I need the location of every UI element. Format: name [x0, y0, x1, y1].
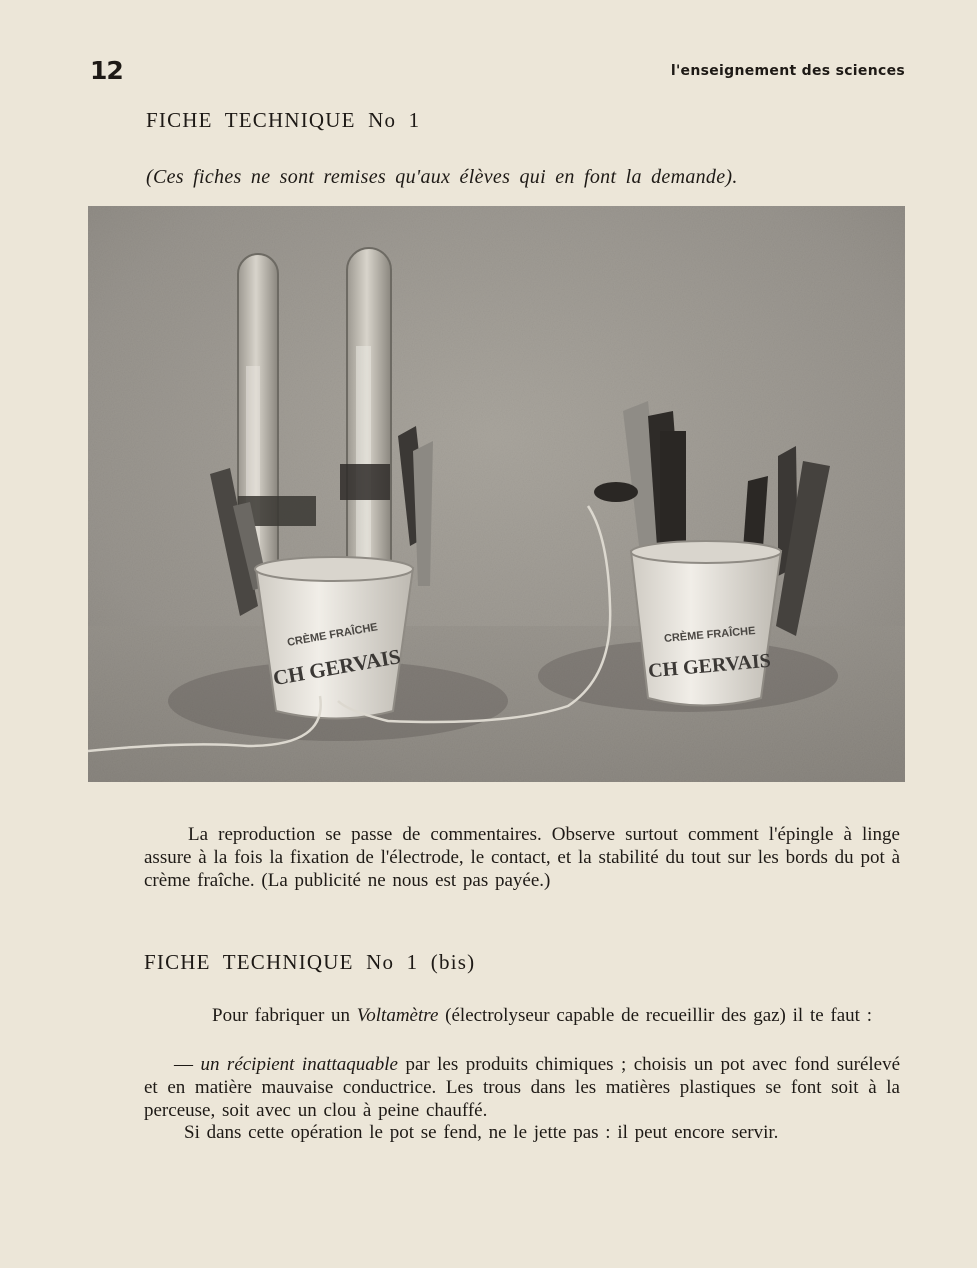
paragraph-note: Si dans cette opération le pot se fend, ne le jette pas : il peut encore servir.: [184, 1122, 779, 1143]
left-test-tube-2: [347, 248, 391, 593]
note-italic: (Ces fiches ne sont remises qu'aux élèves qui en font la demande).: [146, 166, 738, 188]
left-pot-label-top: CRÈME FRAÎCHE: [286, 621, 379, 649]
p1-text-start: Pour fabriquer un: [212, 1005, 351, 1026]
left-pot-label-brand: CH GERVAIS: [271, 644, 403, 691]
running-head: l'enseignement des sciences: [670, 63, 905, 79]
voltameter-photograph: [88, 206, 905, 782]
p1-emphasis: Voltamètre: [356, 1005, 439, 1026]
paragraph-voltameter: [144, 1004, 900, 1027]
right-pot-label-top: CRÈME FRAÎCHE: [663, 625, 756, 645]
p2-dash: —: [174, 1054, 193, 1075]
left-cream-pot: [255, 557, 413, 719]
right-pot-label-brand: CH GERVAIS: [647, 649, 772, 683]
p2-emphasis: un récipient inattaquable: [200, 1054, 398, 1075]
page-number: 12: [90, 56, 123, 85]
section-title-fiche-1-bis: FICHE TECHNIQUE No 1 (bis): [144, 950, 476, 974]
photo-caption: La reproduction se passe de commentaires. Observe surtout comment l'épingle à linge assure à la fois la fixation de l'électrode, le contact, et la stabilité du tout sur les bords du pot à crème fraîche. (La publicité ne nous est pas payée.): [144, 824, 900, 891]
p1-text-end: (électrolyseur capable de recueillir des gaz) il te faut :: [445, 1005, 872, 1026]
section-title-fiche-1: FICHE TECHNIQUE No 1: [146, 108, 421, 132]
right-cream-pot: [631, 541, 781, 706]
p2-text: par les produits chimiques ; choisis un pot avec fond surélevé et en matière mauvaise conductrice. Les trous dans les matières plastiques se font soit à la perceuse, soit avec un clou à peine chauffé.: [144, 1054, 901, 1121]
paragraph-container: [144, 1053, 900, 1122]
